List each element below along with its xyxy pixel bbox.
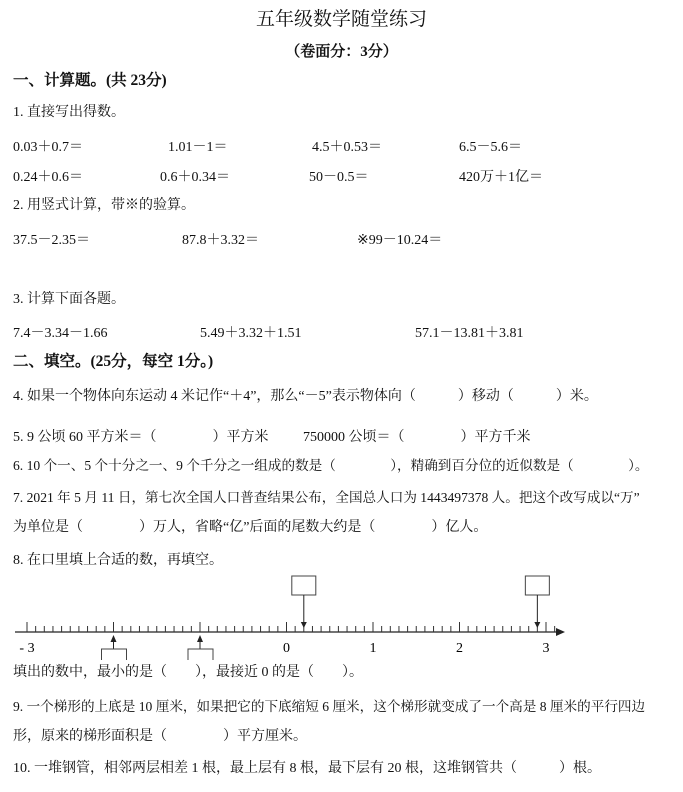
answer-box: [102, 649, 127, 660]
problem: 5.49＋3.32＋1.51: [200, 326, 302, 341]
tick-label: 1: [369, 641, 377, 656]
problem: 4.5＋0.53＝: [312, 140, 382, 155]
problem: 57.1－13.81＋3.81: [415, 326, 524, 341]
problem: 7.4－3.34－1.66: [13, 326, 108, 341]
page-subtitle: （卷面分：3分）: [285, 44, 398, 60]
arrow-down-icon: [534, 622, 540, 628]
tick-label: - 3: [19, 641, 35, 656]
question-3-label: 3. 计算下面各题。: [13, 292, 125, 307]
question-8-follow-up: 填出的数中，最小的是（ ），最接近 0 的是（ ）。: [13, 665, 363, 680]
arrow-down-icon: [301, 622, 307, 628]
tick-label: 2: [456, 641, 463, 656]
problem: 50－0.5＝: [309, 170, 369, 185]
problem: 0.6＋0.34＝: [160, 170, 230, 185]
problem: 0.03＋0.7＝: [13, 140, 83, 155]
question-1-label: 1. 直接写出得数。: [13, 105, 125, 120]
question-4: 4. 如果一个物体向东运动 4 米记作“＋4”，那么“－5”表示物体向（ ）移动（ ）米。: [13, 389, 598, 404]
problem: 37.5－2.35＝: [13, 233, 90, 248]
axis-arrow-icon: [556, 628, 565, 636]
question-10: 10. 一堆钢管，相邻两层相差 1 根，最上层有 8 根，最下层有 20 根，这堆钢管共（ ）根。: [13, 761, 601, 776]
problem: 87.8＋3.32＝: [182, 233, 259, 248]
number-line: [0, 570, 683, 660]
tick-label: 3: [542, 641, 550, 656]
tick-label: 0: [283, 641, 290, 656]
problem: 1.01－1＝: [168, 140, 228, 155]
question-9-line1: 9. 一个梯形的上底是 10 厘米，如果把它的下底缩短 6 厘米，这个梯形就变成了一个高是 8 厘米的平行四边: [13, 699, 646, 714]
question-2-label: 2. 用竖式计算，带※的验算。: [13, 198, 195, 213]
answer-box: [292, 576, 316, 595]
problem: 420万＋1亿＝: [459, 170, 543, 185]
question-8-label: 8. 在口里填上合适的数，再填空。: [13, 553, 223, 568]
question-5a: 5. 9 公顷 60 平方米＝（ ）平方米: [13, 430, 269, 445]
problem: 6.5－5.6＝: [459, 140, 522, 155]
page-title: 五年级数学随堂练习: [255, 8, 427, 30]
question-9-line2: 形，原来的梯形面积是（ ）平方厘米。: [13, 729, 307, 744]
question-5b: 750000 公顷＝（ ）平方千米: [303, 430, 531, 445]
answer-box: [525, 576, 549, 595]
section-heading-calculation: 一、计算题。(共 23分): [13, 72, 167, 89]
problem: 0.24＋0.6＝: [13, 170, 83, 185]
answer-box: [188, 649, 213, 660]
section-heading-fill-blank: 二、填空。(25分，每空 1分。): [13, 353, 214, 370]
question-7-line1: 7. 2021 年 5 月 11 日，第七次全国人口普查结果公布，全国总人口为 1443497378 人。把这个改写成以“万”: [13, 490, 640, 505]
question-7-line2: 为单位是（ ）万人，省略“亿”后面的尾数大约是（ ）亿人。: [13, 520, 488, 535]
question-6: 6. 10 个一、5 个十分之一、9 个千分之一组成的数是（ ），精确到百分位的近似数是（ ）。: [13, 458, 649, 473]
problem: ※99－10.24＝: [357, 233, 443, 248]
